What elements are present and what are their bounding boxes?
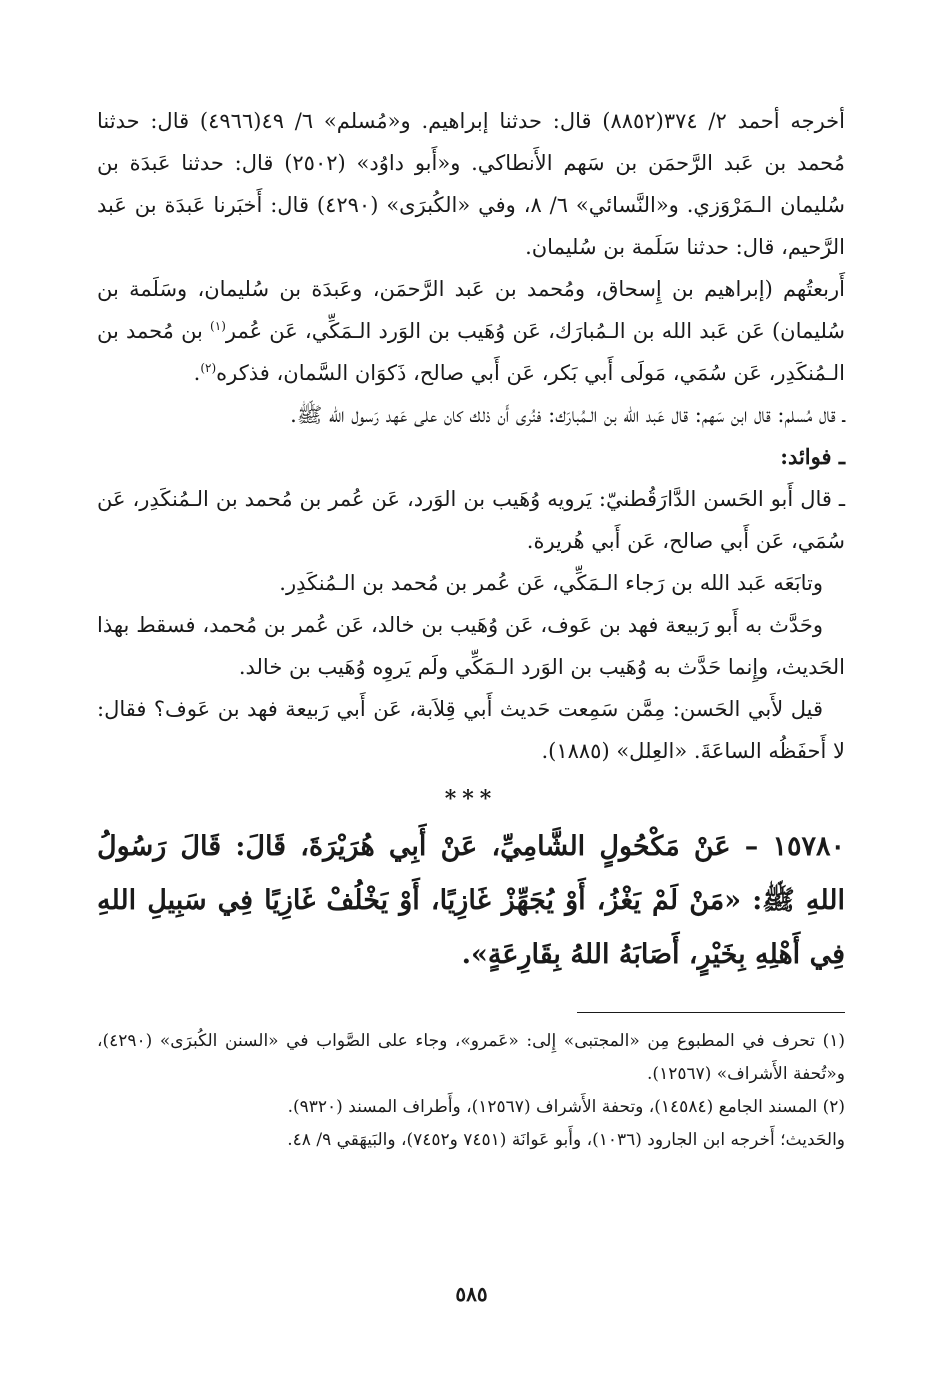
fawaid-paragraph-3: وحَدَّث به أَبو رَبيعة فهد بن عَوف، عَن وُهَيب بن خالد، عَن عُمر بن مُحمد، فسقط بهذا الحَديث، وإِنما حَدَّث به وُهَيب بن الوَرد الـمَكِّي ولَم يَروِه وُهَيب بن خالد. — [97, 613, 845, 679]
footnote-divider — [577, 1012, 845, 1013]
takhrij-p2-text-a: أَربعتُهم (إبراهيم بن إِسحاق، ومُحمد بن عَبد الرَّحمَن، وعَبدَة بن سُليمان، وسَلَمة بن سُليمان) عَن عَبد الله بن الـمُبارَك، عَن وُهَيب بن الوَرد الـمَكِّي، عَن عُمر — [97, 277, 845, 343]
footnote-ref-2[interactable]: (٢) — [200, 361, 217, 375]
takhrij-paragraph-1: أخرجه أحمد ٢/ ٣٧٤(٨٨٥٢) قال: حدثنا إبراهيم. و«مُسلم» ٦/ ٤٩(٤٩٦٦) قال: حدثنا مُحمد بن عَبد الرَّحمَن بن سَهم الأَنطاكي. و«أَبو داوُد» (٢٥٠٢) قال: حدثنا عَبدَة بن سُليمان الـمَرْوَزي. و«النَّسائي» ٦/ ٨، وفي «الكُبرَى» (٤٢٩٠) قال: أَخبَرنا عَبدَة بن عَبد الرَّحيم، قال: حدثنا سَلَمة بن سُليمان. — [97, 109, 845, 259]
hadith-text: ١٥٧٨٠ – عَنْ مَكْحُولٍ الشَّامِيِّ، عَنْ أَبِي هُرَيْرَةَ، قَالَ: قَالَ رَسُولُ اللهِ ﷺ: «مَنْ لَمْ يَغْزُ، أَوْ يُجَهِّزْ غَازِيًا، أَوْ يَخْلُفْ غَازِيًا فِي سَبِيلِ اللهِ فِي أَهْلِهِ بِخَيْرٍ، أَصَابَهُ اللهُ بِقَارِعَةٍ». — [97, 831, 845, 970]
takhrij-paragraph-2 — [97, 268, 845, 394]
section-separator: *** — [444, 786, 498, 812]
footnote-ref-1[interactable]: (١) — [210, 319, 226, 333]
footnote-1: (١) تحرف في المطبوع مِن «المجتبى» إِلى: «عَمرو»، وجاء على الصَّواب في «السنن الكُبرَى» (٤٢٩٠)، و«تُحفة الأَشراف» (١٢٥٦٧). — [97, 1031, 845, 1084]
page-number: ٥٨٥ — [455, 1282, 488, 1306]
fawaid-paragraph-2: وتابَعَه عَبد الله بن رَجاء الـمَكِّي، عَن عُمر بن مُحمد بن الـمُنكَدِر. — [279, 571, 823, 595]
footnote-2-line-2: والحَديث؛ أَخرجه ابن الجارود (١٠٣٦)، وأَبو عَوانَة (٧٤٥١ و٧٤٥٢)، والبَيهَقي ٩/ ٤٨. — [287, 1130, 845, 1150]
takhrij-p2-text-b: بن مُحمد بن الـمُنكَدِر، عَن سُمَي، مَولَى أَبي بَكر، عَن أَبي صالح، ذَكوَان السَّمان، فذكره — [97, 319, 845, 385]
footnote-2-line-1: (٢) المسند الجامع (١٤٥٨٤)، وتحفة الأَشراف (١٢٥٦٧)، وأَطراف المسند (٩٣٢٠). — [287, 1097, 845, 1117]
takhrij-p2-text-end: . — [193, 361, 201, 385]
page-body — [97, 100, 845, 1157]
takhrij-paragraph-3: ـ قال مُسلم: قال ابن سَهم: قال عَبد الله بن الـمُبارَك: فنُرى أَن ذلك كان على عَهد رَسول الله ﷺ. — [290, 403, 845, 427]
fawaid-heading: ـ فوائد: — [780, 444, 845, 469]
fawaid-paragraph-4: قيل لأَبي الحَسن: مِمَّن سَمِعت حَديث أَبي قِلاَبة، عَن أَبي رَبيعة فهد بن عَوف؟ فقال: لا أَحفَظُه الساعَةَ. «العِلل» (١٨٨٥). — [97, 697, 845, 763]
fawaid-paragraph-1: ـ قال أَبو الحَسن الدَّارَقُطنيّ: يَرويه وُهَيب بن الوَرد، عَن عُمر بن مُحمد بن الـمُنكَدِر، عَن سُمَي، عَن أَبي صالح، عَن أَبي هُريرة. — [97, 487, 845, 553]
